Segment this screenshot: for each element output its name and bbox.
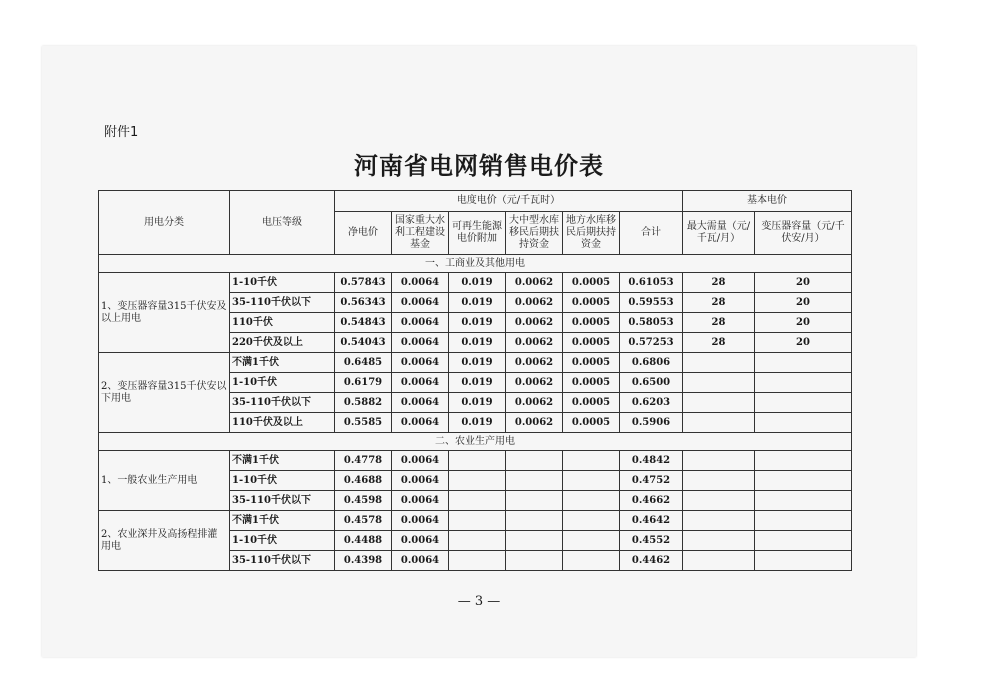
value-cell: 0.57843 (335, 273, 392, 293)
table-row (99, 451, 852, 471)
attachment-label: 附件1 (104, 125, 139, 140)
category-cell: 2、农业深井及高扬程排灌用电 (99, 511, 230, 571)
voltage-cell: 不满1千伏 (230, 451, 335, 471)
value-cell (563, 491, 620, 511)
value-cell (563, 511, 620, 531)
value-cell: 0.4578 (335, 511, 392, 531)
value-cell: 0.54043 (335, 333, 392, 353)
value-cell: 0.4842 (620, 451, 683, 471)
value-cell (755, 451, 852, 471)
value-cell (563, 451, 620, 471)
value-cell (506, 451, 563, 471)
value-cell: 0.4398 (335, 551, 392, 571)
section-row (99, 255, 852, 273)
value-cell (506, 551, 563, 571)
value-cell (506, 491, 563, 511)
header-col: 国家重大水利工程建设基金 (392, 212, 449, 255)
header-col: 可再生能源电价附加 (449, 212, 506, 255)
voltage-cell: 1-10千伏 (230, 273, 335, 293)
voltage-cell: 110千伏 (230, 313, 335, 333)
value-cell (683, 373, 755, 393)
voltage-cell: 35-110千伏以下 (230, 393, 335, 413)
value-cell: 0.0005 (563, 313, 620, 333)
value-cell: 0.019 (449, 273, 506, 293)
voltage-cell: 1-10千伏 (230, 471, 335, 491)
value-cell (683, 491, 755, 511)
value-cell: 0.019 (449, 333, 506, 353)
value-cell (683, 471, 755, 491)
value-cell: 0.0064 (392, 491, 449, 511)
value-cell: 0.0062 (506, 333, 563, 353)
value-cell (755, 393, 852, 413)
value-cell: 0.59553 (620, 293, 683, 313)
page-number: — 3 — (457, 594, 501, 609)
value-cell: 0.0005 (563, 413, 620, 433)
header-category: 用电分类 (99, 191, 230, 255)
value-cell: 0.0062 (506, 353, 563, 373)
voltage-cell: 35-110千伏以下 (230, 551, 335, 571)
value-cell (506, 511, 563, 531)
table-row (99, 353, 852, 373)
value-cell: 0.5906 (620, 413, 683, 433)
header-basic-col: 最大需量（元/千瓦/月） (683, 212, 755, 255)
value-cell: 0.4752 (620, 471, 683, 491)
value-cell (755, 353, 852, 373)
value-cell (755, 471, 852, 491)
value-cell: 28 (683, 333, 755, 353)
value-cell: 0.0062 (506, 413, 563, 433)
value-cell (683, 393, 755, 413)
voltage-cell: 35-110千伏以下 (230, 293, 335, 313)
value-cell: 0.0064 (392, 353, 449, 373)
value-cell: 0.0062 (506, 293, 563, 313)
value-cell: 0.5585 (335, 413, 392, 433)
value-cell: 0.0064 (392, 471, 449, 491)
value-cell (449, 491, 506, 511)
table-row (99, 511, 852, 531)
value-cell: 0.61053 (620, 273, 683, 293)
value-cell (449, 451, 506, 471)
value-cell: 20 (755, 293, 852, 313)
value-cell (755, 373, 852, 393)
value-cell: 28 (683, 273, 755, 293)
value-cell: 20 (755, 333, 852, 353)
page-title: 河南省电网销售电价表 (354, 151, 604, 180)
value-cell (449, 511, 506, 531)
section-title: 二、农业生产用电 (99, 433, 852, 451)
value-cell (506, 531, 563, 551)
voltage-cell: 220千伏及以上 (230, 333, 335, 353)
value-cell: 0.0064 (392, 313, 449, 333)
value-cell: 0.0064 (392, 373, 449, 393)
value-cell: 0.4642 (620, 511, 683, 531)
value-cell: 0.0064 (392, 451, 449, 471)
value-cell: 0.0005 (563, 293, 620, 313)
value-cell: 0.4488 (335, 531, 392, 551)
value-cell: 0.019 (449, 313, 506, 333)
value-cell: 0.019 (449, 293, 506, 313)
value-cell: 0.019 (449, 393, 506, 413)
value-cell: 0.0005 (563, 333, 620, 353)
value-cell (683, 413, 755, 433)
table-row (99, 273, 852, 293)
value-cell: 0.0064 (392, 293, 449, 313)
header-row-1 (99, 191, 852, 212)
header-col: 地方水库移民后期扶持资金 (563, 212, 620, 255)
value-cell: 0.0064 (392, 511, 449, 531)
value-cell: 0.4462 (620, 551, 683, 571)
value-cell (755, 531, 852, 551)
value-cell (449, 471, 506, 491)
value-cell: 0.0062 (506, 313, 563, 333)
value-cell (755, 511, 852, 531)
value-cell: 0.6203 (620, 393, 683, 413)
value-cell: 0.019 (449, 353, 506, 373)
value-cell: 0.6500 (620, 373, 683, 393)
value-cell (449, 531, 506, 551)
value-cell (755, 551, 852, 571)
header-basic-col: 变压器容量（元/千伏安/月） (755, 212, 852, 255)
value-cell (683, 531, 755, 551)
voltage-cell: 不满1千伏 (230, 511, 335, 531)
value-cell (683, 511, 755, 531)
value-cell: 0.4552 (620, 531, 683, 551)
value-cell (683, 551, 755, 571)
value-cell: 0.0062 (506, 373, 563, 393)
header-col: 合计 (620, 212, 683, 255)
voltage-cell: 不满1千伏 (230, 353, 335, 373)
value-cell (449, 551, 506, 571)
value-cell: 0.0064 (392, 551, 449, 571)
category-cell: 1、一般农业生产用电 (99, 451, 230, 511)
value-cell: 0.6806 (620, 353, 683, 373)
value-cell: 0.5882 (335, 393, 392, 413)
value-cell (755, 413, 852, 433)
value-cell: 28 (683, 313, 755, 333)
value-cell: 28 (683, 293, 755, 313)
value-cell: 0.0064 (392, 531, 449, 551)
value-cell: 0.0005 (563, 353, 620, 373)
category-cell: 1、变压器容量315千伏安及以上用电 (99, 273, 230, 353)
value-cell: 0.4688 (335, 471, 392, 491)
header-col: 净电价 (335, 212, 392, 255)
value-cell: 0.58053 (620, 313, 683, 333)
category-cell: 2、变压器容量315千伏安以下用电 (99, 353, 230, 433)
value-cell: 0.0062 (506, 393, 563, 413)
voltage-cell: 35-110千伏以下 (230, 491, 335, 511)
voltage-cell: 1-10千伏 (230, 373, 335, 393)
value-cell: 0.6179 (335, 373, 392, 393)
value-cell (755, 491, 852, 511)
value-cell: 0.0005 (563, 393, 620, 413)
value-cell (563, 551, 620, 571)
value-cell: 0.019 (449, 413, 506, 433)
value-cell: 0.4662 (620, 491, 683, 511)
value-cell: 0.57253 (620, 333, 683, 353)
price-table (98, 190, 852, 571)
value-cell: 0.0064 (392, 413, 449, 433)
value-cell: 0.54843 (335, 313, 392, 333)
value-cell: 0.0005 (563, 273, 620, 293)
header-basic-price: 基本电价 (683, 191, 852, 212)
value-cell: 0.0005 (563, 373, 620, 393)
value-cell: 0.0062 (506, 273, 563, 293)
value-cell: 20 (755, 313, 852, 333)
value-cell: 0.019 (449, 373, 506, 393)
value-cell (683, 451, 755, 471)
value-cell: 0.4598 (335, 491, 392, 511)
section-row (99, 433, 852, 451)
header-energy-price: 电度电价（元/千瓦时） (335, 191, 683, 212)
header-col: 大中型水库移民后期扶持资金 (506, 212, 563, 255)
value-cell: 0.4778 (335, 451, 392, 471)
value-cell (506, 471, 563, 491)
voltage-cell: 110千伏及以上 (230, 413, 335, 433)
value-cell: 0.6485 (335, 353, 392, 373)
value-cell: 0.0064 (392, 273, 449, 293)
header-voltage: 电压等级 (230, 191, 335, 255)
value-cell: 0.0064 (392, 333, 449, 353)
value-cell (683, 353, 755, 373)
value-cell: 20 (755, 273, 852, 293)
value-cell (563, 471, 620, 491)
section-title: 一、工商业及其他用电 (99, 255, 852, 273)
document-page (42, 46, 916, 657)
value-cell (563, 531, 620, 551)
value-cell: 0.56343 (335, 293, 392, 313)
voltage-cell: 1-10千伏 (230, 531, 335, 551)
value-cell: 0.0064 (392, 393, 449, 413)
